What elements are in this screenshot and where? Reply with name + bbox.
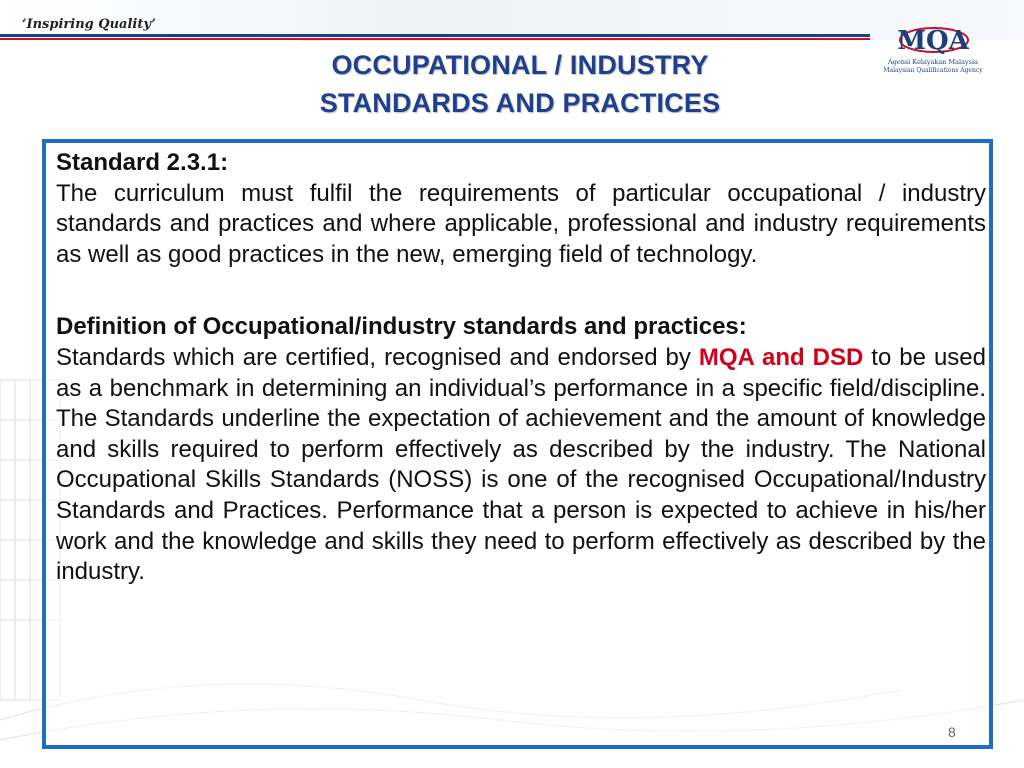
logo-line2: Malaysian Qualifications Agency [883,67,983,74]
definition-text-after: to be used as a benchmark in determining an individual’s performance in a specific field/discipline. The Standards underline the expectation of achievement and the amount of knowledge and skills required to perform effectively as described by the industry. The National Occupational Skills Standards (NOSS) is one of the recognised Occupational/Industry Standards and Practices. Performance that a person is expected to achieve in his/her work and the knowledge and skills they need to perform effectively as described by the industry. [56,343,986,586]
section-spacer [56,270,986,312]
definition-highlight: MQA and DSD [698,343,864,371]
title-line-1: OCCUPATIONAL / INDUSTRY [331,50,709,80]
content-body [56,148,986,588]
definition-text-before: Standards which are certified, recognised and endorsed by [56,343,699,371]
definition-body [56,343,986,588]
title-line-2: STANDARDS AND PRACTICES [319,88,721,118]
mqa-logo [872,20,994,80]
header-rule-red [0,38,870,40]
tagline: ‘Inspiring Quality’ [22,17,156,32]
standard-heading: Standard 2.3.1: [56,149,229,176]
definition-heading: Definition of Occupational/industry standards and practices: [56,313,747,341]
page-title [200,46,840,122]
logo-line1: Agensi Kelayakan Malaysia [888,58,978,66]
standard-body: The curriculum must fulfil the requirements of particular occupational / industry standards and practices and where applicable, professional and industry requirements as well as good practices in the new, emerging field of technology. [56,179,986,268]
logo-mark: MQA [897,26,969,56]
page-number: 8 [948,724,956,740]
header-rule-navy [0,34,870,37]
